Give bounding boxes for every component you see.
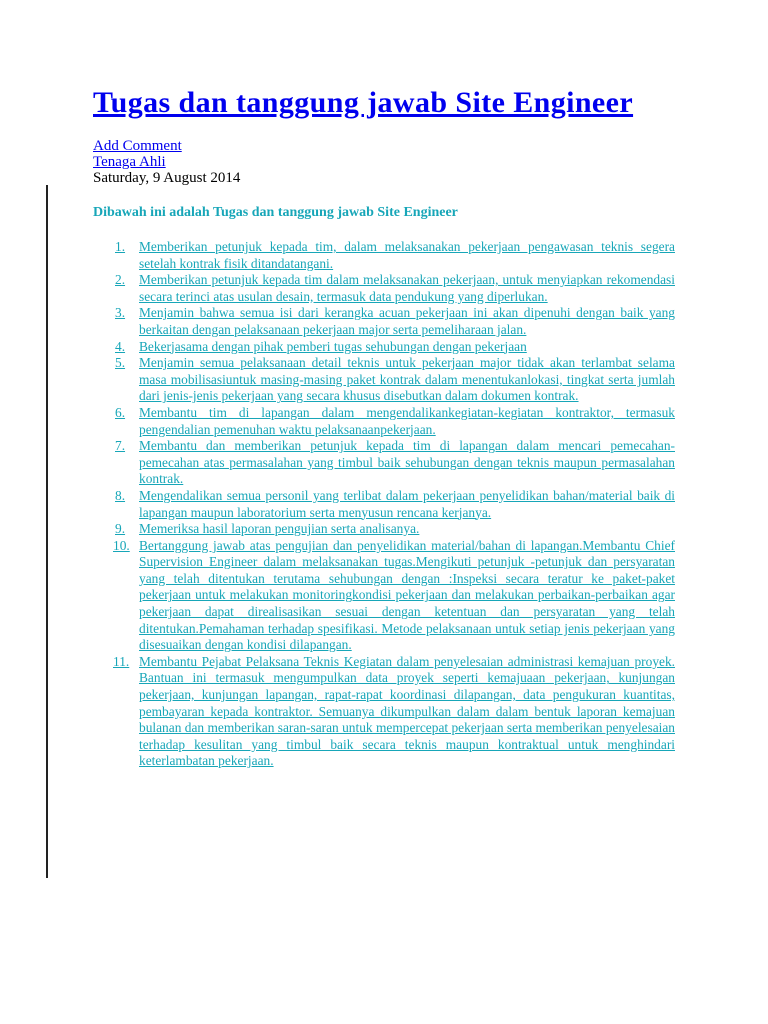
task-item-2[interactable] [93, 272, 675, 305]
task-item-1[interactable] [93, 239, 675, 272]
task-item-8[interactable] [93, 488, 675, 521]
task-number: 9. [115, 521, 126, 537]
author-link[interactable]: Tenaga Ahli [93, 154, 166, 170]
task-number: 6. [115, 404, 126, 420]
task-item-7[interactable] [93, 438, 675, 488]
task-item-9[interactable] [93, 521, 675, 538]
task-number: 8. [115, 487, 126, 503]
task-number: 11. [113, 653, 130, 669]
task-text: Membantu Pejabat Pelaksana Teknis Kegiatan dalam penyelesaian administrasi kemajuan proyek. Bantuan ini termasuk mengumpulkan data proyek seperti kemajuaan pekerjaan, kunjungan pekerjaan, kunjungan lapangan, rapat-rapat koordinasi dilapangan, data pengukuran kuantitas, pembayaran kepada kontraktor. Semuanya dikumpulkan dalam dalam bentuk laporan kemajuan bulanan dan memberikan saran-saran untuk mempercepat pekerjaan serta memberikan penyelesaian terhadap kesulitan yang timbul baik secara teknis maupun kontraktual untuk menghindari keterlambatan pekerjaan. [139, 653, 675, 769]
add-comment-link[interactable]: Add Comment [93, 138, 182, 154]
margin-line [46, 185, 48, 878]
article-meta [93, 138, 240, 186]
task-text: Bertanggung jawab atas pengujian dan penyelidikan material/bahan di lapangan.Membantu Chief Supervision Engineer dalam melaksanakan tugas.Mengikuti petunjuk -petunjuk dan persyaratan yang telah ditentukan terutama sehubungan dengan :Inspeksi secara teratur ke paket-paket pekerjaan untuk melakukan monitoringkondisi pekerjaan dan melakukan perbaikan-perbaikan agar pekerjaan dapat direalisasikan sesuai dengan ketentuan dan persyaratan yang telah ditentukan.Pemahaman terhadap spesifikasi. Metode pelaksanaan untuk setiap jenis pekerjaan yang disesuaikan dengan kondisi dilapangan. [139, 537, 675, 653]
task-text: Menjamin bahwa semua isi dari kerangka acuan pekerjaan ini akan dipenuhi dengan baik yang berkaitan dengan pelaksanaan pekerjaan major serta pemeliharaan jalan. [139, 305, 675, 337]
task-number: 5. [115, 355, 126, 371]
task-item-10[interactable] [93, 538, 675, 654]
intro-heading: Dibawah ini adalah Tugas dan tanggung jawab Site Engineer [93, 205, 458, 220]
task-item-6[interactable] [93, 405, 675, 438]
task-text: Memberikan petunjuk kepada tim dalam melaksanakan pekerjaan, untuk menyiapkan rekomendasi secara terinci atas usulan desain, termasuk data pendukung yang diperlukan. [139, 272, 675, 304]
task-number: 1. [115, 239, 126, 254]
task-list [93, 239, 675, 770]
task-number: 10. [113, 537, 130, 553]
task-text: Membantu tim di lapangan dalam mengendalikankegiatan-kegiatan kontraktor, termasuk pengendalian pemenuhan waktu pelaksanaanpekerjaan. [139, 404, 675, 437]
task-text: Bekerjasama dengan pihak pemberi tugas sehubungan dengan pekerjaan [139, 338, 527, 354]
task-item-11[interactable] [93, 654, 675, 770]
task-number: 3. [115, 305, 126, 321]
task-text: Memeriksa hasil laporan pengujian serta analisanya. [139, 521, 420, 537]
task-text: Memberikan petunjuk kepada tim, dalam melaksanakan pekerjaan pengawasan teknis segera setelah kontrak fisik ditandatangani. [139, 239, 675, 271]
task-text: Menjamin semua pelaksanaan detail teknis untuk pekerjaan major tidak akan terlambat selama masa mobilisasiuntuk masing-masing paket kontrak dalam menentukanlokasi, tingkat serta jumlah dari jenis-jenis pekerjaan yang secara khusus disebutkan dalam dokumen kontrak. [139, 355, 675, 404]
post-date: Saturday, 9 August 2014 [93, 170, 241, 186]
task-item-5[interactable] [93, 355, 675, 405]
article-title[interactable]: Tugas dan tanggung jawab Site Engineer [93, 86, 634, 119]
task-number: 4. [115, 338, 126, 354]
task-text: Mengendalikan semua personil yang terlibat dalam pekerjaan penyelidikan bahan/material baik di lapangan maupun laboratorium serta menyusun rencana kerjanya. [139, 487, 675, 520]
task-text: Membantu dan memberikan petunjuk kepada tim di lapangan dalam mencari pemecahan-pemecahan atas permasalahan yang timbul baik sehubungan dengan teknis maupun permasalahan kontrak. [139, 438, 675, 487]
task-item-4[interactable] [93, 339, 675, 356]
task-number: 2. [115, 272, 126, 288]
task-number: 7. [115, 438, 126, 454]
task-item-3[interactable] [93, 305, 675, 338]
